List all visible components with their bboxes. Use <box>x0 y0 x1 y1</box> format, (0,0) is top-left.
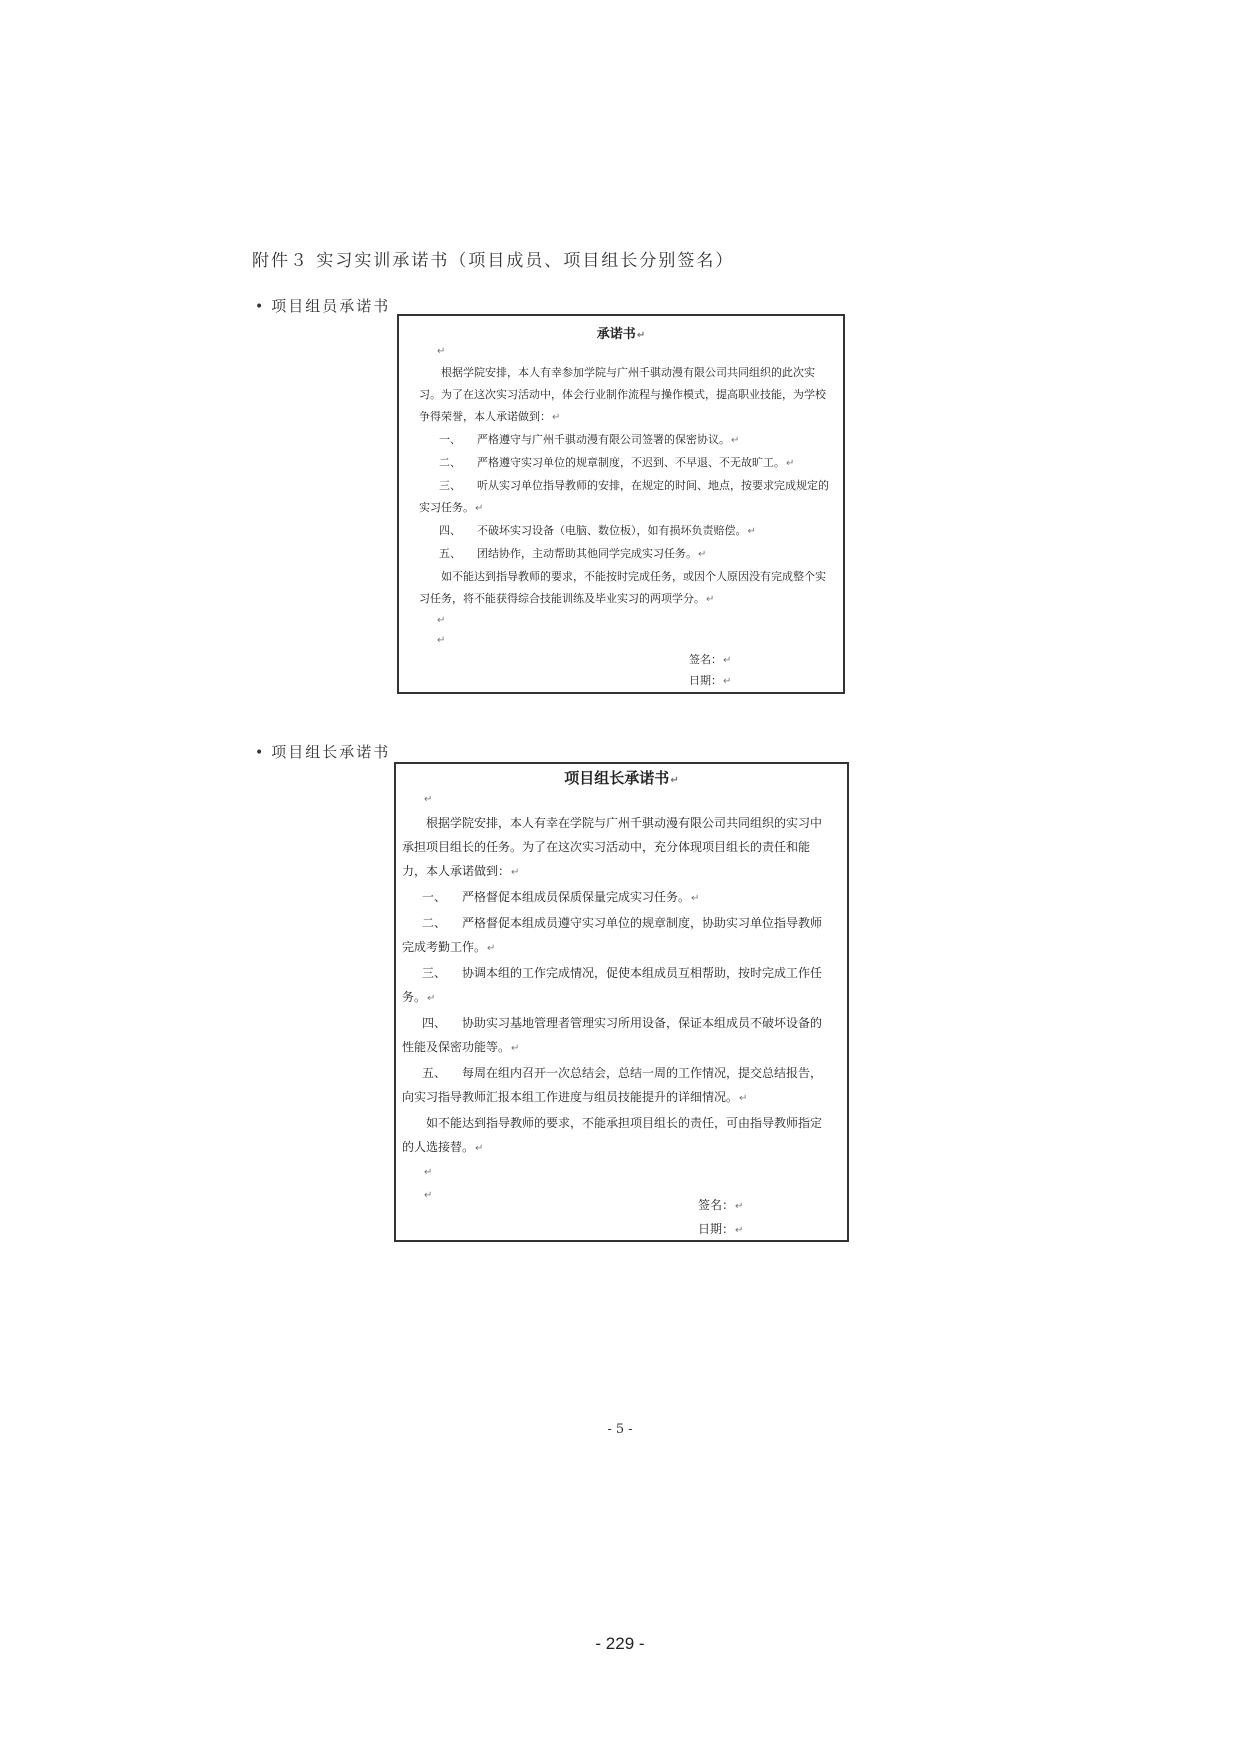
member-pledge-label-text: 项目组员承诺书 <box>271 297 391 315</box>
return-mark-icon: ↵ <box>424 1190 433 1201</box>
member-pledge-letter <box>397 314 845 694</box>
signature-field: 签名：↵ <box>698 1198 744 1212</box>
member-pledge-label <box>255 295 390 316</box>
return-mark-icon: ↵ <box>487 943 496 954</box>
leader-pledge-label-text: 项目组长承诺书 <box>271 743 391 761</box>
return-mark-icon: ↵ <box>735 1225 744 1236</box>
return-mark-icon: ↵ <box>786 458 795 469</box>
return-mark-icon: ↵ <box>424 794 433 805</box>
return-mark-icon: ↵ <box>670 775 679 786</box>
return-mark-icon: ↵ <box>739 1093 748 1104</box>
member-pledge-closing: 如不能达到指导教师的要求，不能按时完成任务，或因个人原因没有完成整个实习任务，将不能获得综合技能训练及毕业实习的两项学分。↵ <box>419 570 826 605</box>
return-mark-icon: ↵ <box>723 655 732 666</box>
leader-pledge-intro: 根据学院安排，本人有幸在学院与广州千骐动漫有限公司共同组织的实习中承担项目组长的任务。为了在这次实习活动中，充分体现项目组长的责任和能力，本人承诺做到：↵ <box>402 816 823 878</box>
return-mark-icon: ↵ <box>706 594 715 605</box>
return-mark-icon: ↵ <box>731 435 740 446</box>
return-mark-icon: ↵ <box>475 1143 484 1154</box>
inner-page-number: - 5 - <box>607 1422 633 1437</box>
member-pledge-item: 二、 严格遵守实习单位的规章制度，不迟到、不早退、不无故旷工。↵ <box>439 456 795 469</box>
leader-pledge-title: 项目组长承诺书↵ <box>564 769 679 787</box>
return-mark-icon: ↵ <box>511 867 520 878</box>
bullet-icon: • <box>255 299 266 315</box>
member-pledge-item: 五、 团结协作，主动帮助其他同学完成实习任务。↵ <box>439 547 707 560</box>
leader-pledge-letter <box>394 762 849 1242</box>
date-field: 日期：↵ <box>689 674 732 687</box>
return-mark-icon: ↵ <box>427 993 436 1004</box>
return-mark-icon: ↵ <box>691 893 700 904</box>
return-mark-icon: ↵ <box>424 1167 433 1178</box>
bullet-icon: • <box>255 745 266 761</box>
member-pledge-item: 一、 严格遵守与广州千骐动漫有限公司签署的保密协议。↵ <box>439 433 740 446</box>
return-mark-icon: ↵ <box>636 330 646 341</box>
date-field: 日期：↵ <box>698 1222 744 1236</box>
member-pledge-title: 承诺书↵ <box>596 327 646 342</box>
leader-pledge-item: 一、 严格督促本组成员保质保量完成实习任务。↵ <box>422 890 700 904</box>
member-pledge-intro: 根据学院安排，本人有幸参加学院与广州千骐动漫有限公司共同组织的此次实习。为了在这次实习活动中，体会行业制作流程与操作模式，提高职业技能，为学校争得荣誉，本人承诺做到：↵ <box>419 366 826 423</box>
return-mark-icon: ↵ <box>735 1201 744 1212</box>
return-mark-icon: ↵ <box>698 549 707 560</box>
leader-pledge-item: 五、 每周在组内召开一次总结会，总结一周的工作情况，提交总结报告，向实习指导教师汇报本组工作进度与组员技能提升的详细情况。↵ <box>402 1066 823 1104</box>
leader-pledge-closing: 如不能达到指导教师的要求，不能承担项目组长的责任，可由指导教师指定的人选接替。↵ <box>402 1116 823 1154</box>
page-number: - 229 - <box>595 1634 645 1653</box>
leader-pledge-label <box>255 741 390 762</box>
return-mark-icon: ↵ <box>723 676 732 687</box>
leader-pledge-item: 三、 协调本组的工作完成情况，促使本组成员互相帮助，按时完成工作任务。↵ <box>402 966 823 1004</box>
return-mark-icon: ↵ <box>511 1043 520 1054</box>
return-mark-icon: ↵ <box>437 346 446 357</box>
member-pledge-item: 四、 不破坏实习设备（电脑、数位板），如有损坏负责赔偿。↵ <box>439 524 756 537</box>
leader-pledge-item: 二、 严格督促本组成员遵守实习单位的规章制度，协助实习单位指导教师完成考勤工作。↵ <box>402 916 823 954</box>
return-mark-icon: ↵ <box>437 615 446 626</box>
leader-pledge-item: 四、 协助实习基地管理者管理实习所用设备，保证本组成员不破坏设备的性能及保密功能等。↵ <box>402 1016 823 1054</box>
attachment-heading: 附件３ 实习实训承诺书（项目成员、项目组长分别签名） <box>252 251 735 271</box>
return-mark-icon: ↵ <box>475 503 484 514</box>
return-mark-icon: ↵ <box>747 526 756 537</box>
return-mark-icon: ↵ <box>437 635 446 646</box>
return-mark-icon: ↵ <box>552 412 561 423</box>
member-pledge-item: 三、 听从实习单位指导教师的安排，在规定的时间、地点，按要求完成规定的实习任务。↵ <box>419 479 829 514</box>
signature-field: 签名：↵ <box>689 653 732 666</box>
